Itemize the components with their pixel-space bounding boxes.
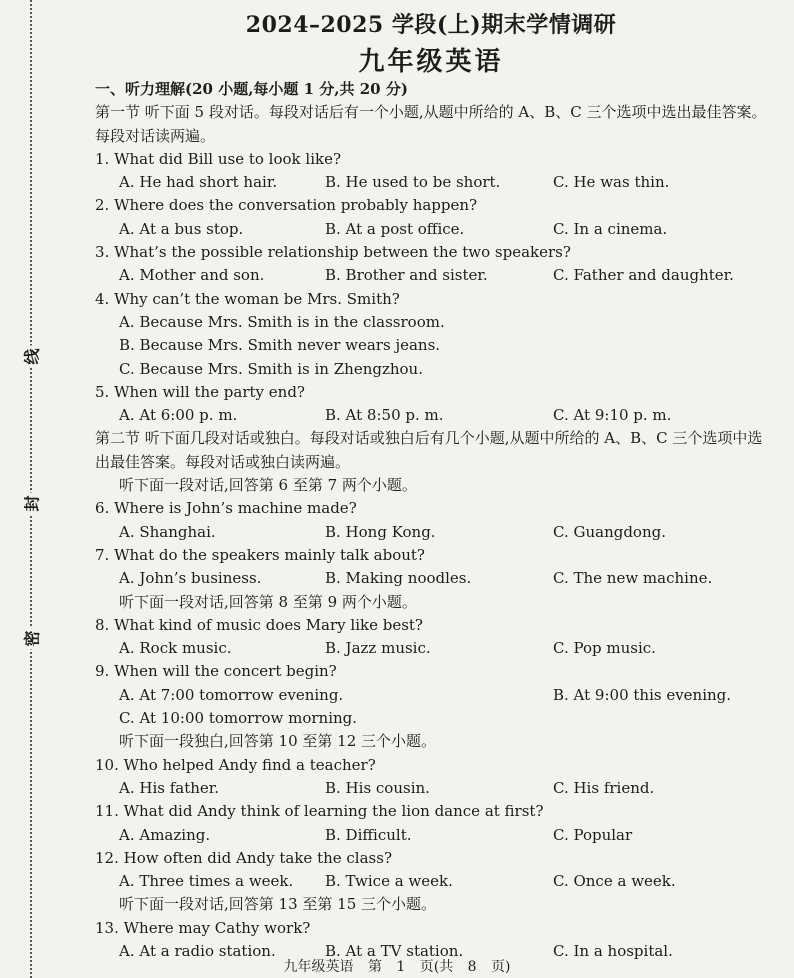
- option-10b: B. His cousin.: [325, 778, 430, 797]
- option-9c: C. At 10:00 tomorrow morning.: [119, 709, 358, 728]
- option-13b: B. At a TV station.: [325, 941, 464, 960]
- option-1c: C. He was thin.: [553, 173, 670, 192]
- option-4c: C. Because Mrs. Smith is in Zhengzhou.: [119, 359, 423, 378]
- option-11c: C. Popular: [553, 825, 633, 844]
- option-2b: B. At a post office.: [325, 219, 465, 238]
- options-8: [95, 637, 767, 660]
- option-3c: C. Father and daughter.: [553, 266, 734, 285]
- option-5c: C. At 9:10 p. m.: [553, 406, 672, 425]
- option-12c: C. Once a week.: [553, 872, 676, 891]
- note-8-9: 听下面一段对话,回答第 8 至第 9 两个小题。: [119, 592, 417, 611]
- question-1: 1. What did Bill use to look like?: [95, 149, 341, 168]
- option-11a: A. Amazing.: [119, 825, 211, 844]
- option-11b: B. Difficult.: [325, 825, 412, 844]
- option-6b: B. Hong Kong.: [325, 522, 436, 541]
- option-6a: A. Shanghai.: [119, 522, 216, 541]
- binding-line: [30, 0, 32, 978]
- binding-char-feng: 封: [20, 493, 43, 515]
- question-5: 5. When will the party end?: [95, 382, 305, 401]
- footer-page: 第 1 页(共 8 页): [367, 959, 511, 975]
- option-1a: A. He had short hair.: [119, 173, 278, 192]
- page-footer: [0, 956, 794, 976]
- option-5b: B. At 8:50 p. m.: [325, 406, 444, 425]
- option-2a: A. At a bus stop.: [119, 219, 244, 238]
- question-10: 10. Who helped Andy find a teacher?: [95, 755, 376, 774]
- options-11: [95, 824, 767, 847]
- section2-instructions: 第二节 听下面几段对话或独白。每段对话或独白后有几个小题,从题中所给的 A、B、C 三个选项中选出最佳答案。每段对话或独白读两遍。: [95, 429, 763, 471]
- option-3a: A. Mother and son.: [119, 266, 265, 285]
- exam-subtitle: 九年级英语: [358, 47, 504, 77]
- exam-page: [95, 8, 767, 963]
- question-2: 2. Where does the conversation probably happen?: [95, 196, 478, 215]
- note-13-15: 听下面一段对话,回答第 13 至第 15 三个小题。: [119, 895, 437, 914]
- options-10: [95, 777, 767, 800]
- option-3b: B. Brother and sister.: [325, 266, 488, 285]
- option-10a: A. His father.: [119, 778, 220, 797]
- options-9: [95, 684, 767, 707]
- option-8a: A. Rock music.: [119, 639, 232, 658]
- question-13: 13. Where may Cathy work?: [95, 918, 311, 937]
- option-8c: C. Pop music.: [553, 639, 656, 658]
- option-13a: A. At a radio station.: [119, 941, 276, 960]
- option-10c: C. His friend.: [553, 778, 655, 797]
- options-7: [95, 567, 767, 590]
- option-12b: B. Twice a week.: [325, 872, 453, 891]
- question-12: 12. How often did Andy take the class?: [95, 848, 392, 867]
- question-11: 11. What did Andy think of learning the lion dance at first?: [95, 802, 544, 821]
- options-2: [95, 218, 767, 241]
- footer-subject: 九年级英语: [283, 959, 354, 975]
- question-6: 6. Where is John’s machine made?: [95, 499, 357, 518]
- option-4a: A. Because Mrs. Smith is in the classroom.: [119, 312, 445, 331]
- binding-char-xian: 线: [20, 346, 43, 368]
- options-5: [95, 404, 767, 427]
- options-3: [95, 264, 767, 287]
- note-10-12: 听下面一段独白,回答第 10 至第 12 三个小题。: [119, 732, 437, 751]
- option-13c: C. In a hospital.: [553, 941, 673, 960]
- option-2c: C. In a cinema.: [553, 219, 668, 238]
- note-6-7: 听下面一段对话,回答第 6 至第 7 两个小题。: [119, 476, 417, 495]
- option-9a: A. At 7:00 tomorrow evening.: [119, 685, 344, 704]
- option-12a: A. Three times a week.: [119, 872, 294, 891]
- option-7a: A. John’s business.: [119, 569, 262, 588]
- option-9b: B. At 9:00 this evening.: [553, 685, 732, 704]
- option-7b: B. Making noodles.: [325, 569, 472, 588]
- option-1b: B. He used to be short.: [325, 173, 501, 192]
- question-4: 4. Why can’t the woman be Mrs. Smith?: [95, 289, 400, 308]
- section1-instructions: 第一节 听下面 5 段对话。每段对话后有一个小题,从题中所给的 A、B、C 三个选项中选出最佳答案。每段对话读两遍。: [95, 103, 767, 145]
- options-12: [95, 870, 767, 893]
- options-6: [95, 521, 767, 544]
- question-7: 7. What do the speakers mainly talk about?: [95, 545, 425, 564]
- option-4b: B. Because Mrs. Smith never wears jeans.: [119, 336, 441, 355]
- option-8b: B. Jazz music.: [325, 639, 431, 658]
- part1-heading: 一、听力理解(20 小题,每小题 1 分,共 20 分): [95, 80, 408, 98]
- question-9: 9. When will the concert begin?: [95, 662, 337, 681]
- option-7c: C. The new machine.: [553, 569, 713, 588]
- options-1: [95, 171, 767, 194]
- option-6c: C. Guangdong.: [553, 522, 666, 541]
- question-3: 3. What’s the possible relationship between the two speakers?: [95, 243, 571, 262]
- exam-title: 2024–2025 学段(上)期末学情调研: [245, 12, 617, 38]
- question-8: 8. What kind of music does Mary like best?: [95, 615, 423, 634]
- binding-char-mi: 密: [20, 628, 43, 650]
- option-5a: A. At 6:00 p. m.: [119, 406, 238, 425]
